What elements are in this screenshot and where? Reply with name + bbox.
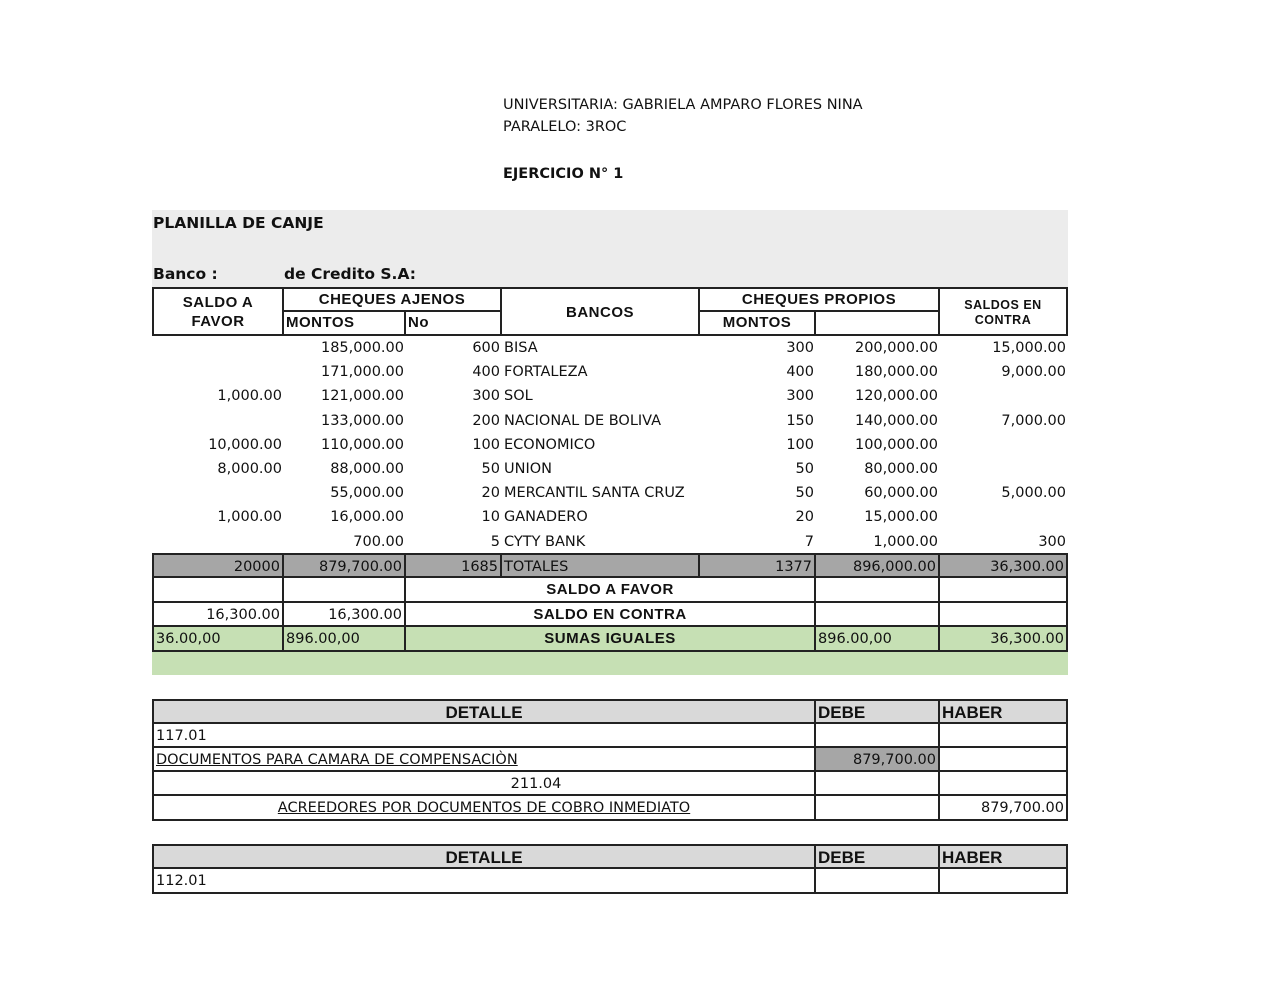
cell-qty: 300 [786, 340, 814, 356]
cell-contra [940, 505, 1068, 529]
cell-banco: UNION [504, 461, 552, 477]
sumas-favor: 36.00,00 [152, 627, 284, 652]
sumas-label: SUMAS IGUALES [406, 627, 816, 652]
cell-no: 200 [472, 412, 500, 429]
cell-propios: 180,000.00 [854, 364, 938, 381]
saldo-favor-label: SALDO A FAVOR [406, 578, 816, 603]
j1-row3-debe [816, 772, 940, 796]
cell-qty: 150 [786, 412, 814, 429]
cell-ajenos: 55,000.00 [330, 485, 404, 502]
j1-row1-debe [816, 724, 940, 748]
cell-contra [940, 384, 1068, 408]
totals-ajenos: 879,700.00 [284, 553, 406, 578]
bank-name: de Credito S.A: [284, 265, 416, 283]
cell-favor [152, 409, 284, 433]
cell-propios: 15,000.00 [864, 509, 938, 526]
cell-no: 10 [481, 509, 500, 526]
totals-propios: 896,000.00 [816, 553, 940, 578]
cell-qty: 50 [795, 461, 814, 477]
cell-banco: NACIONAL DE BOLIVA [504, 412, 662, 429]
cell-contra: 15,000.00 [992, 340, 1066, 356]
cell-banco: MERCANTIL SANTA CRUZ [504, 485, 685, 502]
cell-propios: 80,000.00 [864, 461, 938, 477]
cell-propios: 1,000.00 [873, 533, 938, 550]
cell-qty: 300 [786, 388, 814, 405]
cell-contra: 9,000.00 [1001, 364, 1066, 381]
cell-banco: GANADERO [504, 509, 588, 526]
col-cheques-ajenos: CHEQUES AJENOS [284, 287, 502, 312]
sumas-propios: 896.00,00 [816, 627, 940, 652]
saldo-contra-ajenos: 16,300.00 [284, 603, 406, 627]
saldo-contra-cell-3 [816, 603, 940, 627]
cell-banco: SOL [504, 388, 533, 405]
j2-header-debe: DEBE [816, 844, 940, 869]
j1-row3-haber [940, 772, 1068, 796]
cell-no: 100 [472, 436, 500, 453]
j1-row2-haber [940, 748, 1068, 772]
saldo-contra-label: SALDO EN CONTRA [406, 603, 816, 627]
totals-favor: 20000 [152, 553, 284, 578]
cell-no: 400 [472, 364, 500, 381]
cell-ajenos: 110,000.00 [320, 436, 404, 453]
sumas-contra: 36,300.00 [940, 627, 1068, 652]
j1-row2-debe: 879,700.00 [816, 748, 940, 772]
cell-favor [152, 360, 284, 384]
cell-propios: 200,000.00 [854, 340, 938, 356]
j1-row1-haber [940, 724, 1068, 748]
cell-favor: 1,000.00 [217, 388, 282, 405]
j1-row4-detalle [152, 796, 816, 821]
cell-no: 5 [490, 533, 500, 550]
j1-row3-detalle: 211.04 [152, 772, 816, 796]
col-bancos: BANCOS [502, 287, 700, 336]
planilla-title: PLANILLA DE CANJE [153, 214, 324, 232]
j1-row4-text: ACREEDORES POR DOCUMENTOS DE COBRO INMEDIATO [277, 800, 691, 816]
bank-label: Banco : [153, 265, 218, 283]
cell-contra: 7,000.00 [1001, 412, 1066, 429]
cell-qty: 400 [786, 364, 814, 381]
parallel-label: PARALELO: 3ROC [503, 119, 627, 135]
j1-header-debe: DEBE [816, 699, 940, 724]
cell-ajenos: 133,000.00 [320, 412, 404, 429]
cell-contra: 300 [1038, 533, 1066, 550]
col-cheques-propios: CHEQUES PROPIOS [700, 287, 940, 312]
cell-ajenos: 700.00 [353, 533, 404, 550]
cell-banco: ECONOMICO [504, 436, 596, 453]
col-montos: MONTOS [284, 312, 406, 336]
sumas-ajenos: 896.00,00 [284, 627, 406, 652]
j2-row1-detalle: 112.01 [152, 869, 816, 894]
cell-banco: BISA [504, 340, 538, 356]
totals-qty: 1377 [700, 553, 816, 578]
saldo-favor-cell-4 [940, 578, 1068, 603]
col-saldos-contra: SALDOS EN CONTRA [940, 287, 1068, 336]
col-saldo-favor: SALDO A FAVOR [152, 287, 284, 336]
j1-row4-debe [816, 796, 940, 821]
j1-row1-detalle: 117.01 [152, 724, 816, 748]
col-no: No [406, 312, 502, 336]
cell-favor [152, 530, 284, 554]
cell-favor: 1,000.00 [217, 509, 282, 526]
cell-no: 50 [481, 461, 500, 477]
cell-favor [152, 481, 284, 505]
cell-ajenos: 185,000.00 [320, 340, 404, 356]
green-band [152, 652, 1068, 675]
j2-header-haber: HABER [940, 844, 1068, 869]
cell-propios: 60,000.00 [864, 485, 938, 502]
j1-header-detalle: DETALLE [152, 699, 816, 724]
j2-row1-debe [816, 869, 940, 894]
cell-no: 600 [472, 340, 500, 356]
cell-banco: FORTALEZA [504, 364, 588, 381]
j1-row2-detalle [152, 748, 816, 772]
col-blank [816, 312, 940, 336]
j1-row2-text: DOCUMENTOS PARA CAMARA DE COMPENSACIÒN [156, 752, 518, 768]
cell-propios: 140,000.00 [854, 412, 938, 429]
student-name: UNIVERSITARIA: GABRIELA AMPARO FLORES NINA [503, 97, 863, 113]
j2-row1-haber [940, 869, 1068, 894]
totals-no: 1685 [406, 553, 502, 578]
cell-no: 300 [472, 388, 500, 405]
cell-qty: 100 [786, 436, 814, 453]
cell-contra [940, 457, 1068, 481]
j2-header-detalle: DETALLE [152, 844, 816, 869]
cell-favor [152, 336, 284, 360]
cell-favor: 8,000.00 [217, 461, 282, 477]
exercise-title: EJERCICIO N° 1 [503, 166, 624, 182]
col-montos-propios: MONTOS [700, 312, 816, 336]
saldo-favor-cell-1 [152, 578, 284, 603]
saldo-favor-cell-2 [284, 578, 406, 603]
cell-qty: 7 [804, 533, 814, 550]
cell-propios: 120,000.00 [854, 388, 938, 405]
cell-qty: 50 [795, 485, 814, 502]
cell-ajenos: 121,000.00 [320, 388, 404, 405]
saldo-contra-favor: 16,300.00 [152, 603, 284, 627]
saldo-contra-cell-4 [940, 603, 1068, 627]
cell-ajenos: 88,000.00 [330, 461, 404, 477]
saldo-favor-cell-3 [816, 578, 940, 603]
totals-contra: 36,300.00 [940, 553, 1068, 578]
cell-no: 20 [481, 485, 500, 502]
totals-label: TOTALES [502, 553, 700, 578]
cell-qty: 20 [795, 509, 814, 526]
cell-contra [940, 433, 1068, 457]
cell-propios: 100,000.00 [854, 436, 938, 453]
cell-ajenos: 16,000.00 [330, 509, 404, 526]
j1-header-haber: HABER [940, 699, 1068, 724]
cell-ajenos: 171,000.00 [320, 364, 404, 381]
cell-banco: CYTY BANK [504, 533, 586, 550]
cell-contra: 5,000.00 [1001, 485, 1066, 502]
cell-favor: 10,000.00 [208, 436, 282, 453]
j1-row4-haber: 879,700.00 [940, 796, 1068, 821]
